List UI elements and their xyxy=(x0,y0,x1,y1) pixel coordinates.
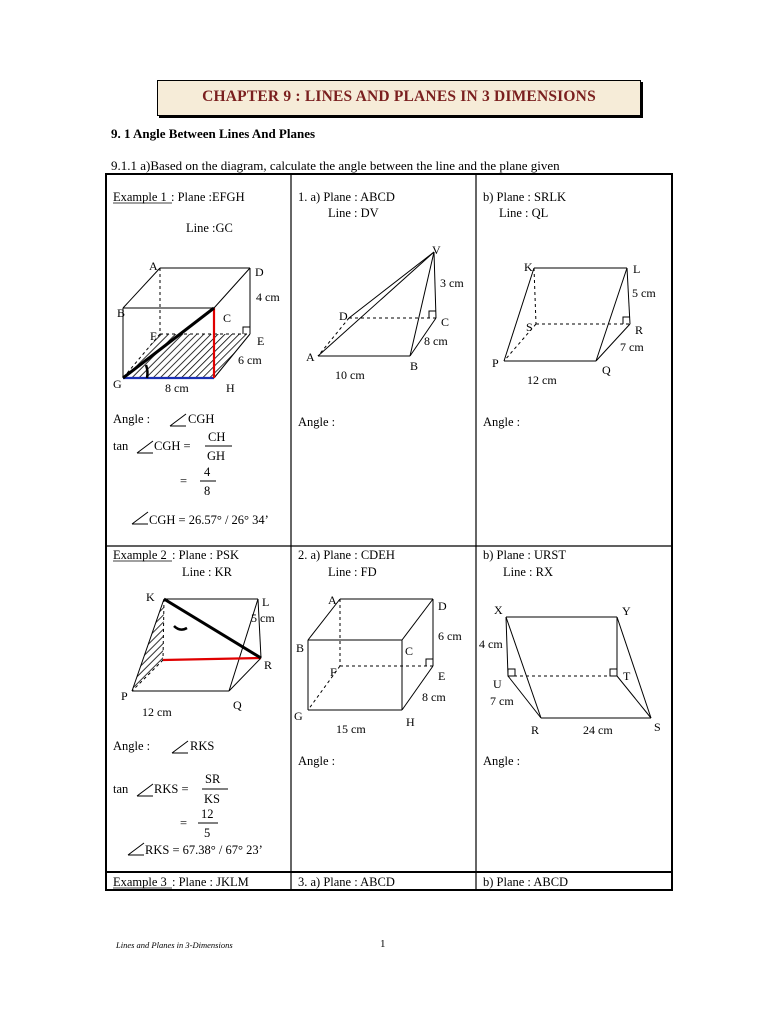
angle-arc xyxy=(146,365,147,378)
vertex-label: E xyxy=(257,334,265,348)
dimension-label: 4 cm xyxy=(479,637,503,651)
question-1a-cell xyxy=(298,190,464,429)
example-1-angle-label: Angle : xyxy=(113,412,151,426)
vertex-label: A xyxy=(328,593,337,607)
dimension-label: 4 cm xyxy=(256,290,280,304)
example-2-result: RKS = 67.38° / 67° 23’ xyxy=(145,843,263,857)
vertex-label: K xyxy=(146,590,155,604)
angle-symbol xyxy=(132,512,148,524)
dimension-label: 10 cm xyxy=(335,368,365,382)
vertex-label: Q xyxy=(602,363,611,377)
vertex-label: R xyxy=(531,723,540,737)
dimension-label: 5 cm xyxy=(632,286,656,300)
fraction-denominator: 5 xyxy=(204,826,211,840)
dimension-label: 5 cm xyxy=(251,611,275,625)
vertex-label: X xyxy=(494,603,503,617)
vertex-label: T xyxy=(623,669,631,683)
vertex-label: H xyxy=(406,715,415,729)
row-3 xyxy=(113,875,568,889)
angle-symbol xyxy=(137,784,153,796)
dimension-label: 7 cm xyxy=(620,340,644,354)
example-1-result: CGH = 26.57° / 26° 34’ xyxy=(149,513,269,527)
question-2a-cell xyxy=(294,548,462,768)
vertex-label: D xyxy=(339,309,348,323)
vertex-label: V xyxy=(432,243,441,257)
vertex-label: A xyxy=(306,350,315,364)
question-text: 9.1.1 a)Based on the diagram, calculate the angle between the line and the plane given xyxy=(111,158,560,173)
vertex-label: D xyxy=(255,265,264,279)
vertex-label: L xyxy=(633,262,641,276)
example-2-angle-label: Angle : xyxy=(113,739,151,753)
vertex-label: S xyxy=(654,720,661,734)
question-3a-plane: 3. a) Plane : ABCD xyxy=(298,875,395,889)
angle-symbol xyxy=(170,414,186,426)
tan-expression: CGH = xyxy=(154,439,191,453)
example-3-plane: : Plane : JKLM xyxy=(172,875,249,889)
vertex-label: B xyxy=(296,641,305,655)
tan-expression: RKS = xyxy=(154,782,189,796)
vertex-label: B xyxy=(410,359,419,373)
vertex-label: C xyxy=(223,311,232,325)
vertex-label: P xyxy=(492,356,499,370)
dimension-label: 7 cm xyxy=(490,694,514,708)
cuboid-diagram-1 xyxy=(113,259,280,395)
fraction-numerator: SR xyxy=(205,772,221,786)
vertex-label: F xyxy=(330,665,337,679)
question-1a-plane: 1. a) Plane : ABCD xyxy=(298,190,395,204)
vertex-label: A xyxy=(149,259,158,273)
section-title: 9. 1 Angle Between Lines And Planes xyxy=(111,126,316,141)
angle-symbol xyxy=(137,441,153,453)
question-1a-line: Line : DV xyxy=(328,206,379,220)
equals-sign: = xyxy=(180,474,188,488)
vertex-label: C xyxy=(405,644,414,658)
vertex-label: E xyxy=(438,669,446,683)
vertex-label: F xyxy=(150,329,157,343)
tan-label: tan xyxy=(113,782,129,796)
footer-title: Lines and Planes in 3-Dimensions xyxy=(116,940,233,950)
dimension-label: 3 cm xyxy=(440,276,464,290)
question-1b-angle: Angle : xyxy=(483,415,521,429)
angle-symbol xyxy=(172,741,188,753)
question-2b-cell xyxy=(479,548,661,768)
line-sr xyxy=(163,658,261,660)
question-2b-angle: Angle : xyxy=(483,754,521,768)
example-1-cell xyxy=(113,190,280,527)
table-grid xyxy=(106,174,672,890)
vertex-label: R xyxy=(635,323,644,337)
example-1-label: Example 1 xyxy=(113,190,167,204)
example-2-plane: : Plane : PSK xyxy=(172,548,240,562)
vertex-label: H xyxy=(226,381,235,395)
prism-diagram-1b xyxy=(504,268,630,361)
fraction-numerator: 12 xyxy=(201,807,214,821)
question-1a-angle: Angle : xyxy=(298,415,336,429)
example-2-angle-name: RKS xyxy=(190,739,215,753)
dimension-label: 8 cm xyxy=(424,334,448,348)
vertex-label: D xyxy=(438,599,447,613)
question-2b-line: Line : RX xyxy=(503,565,553,579)
vertex-label: Y xyxy=(622,604,631,618)
example-2-label: Example 2 xyxy=(113,548,167,562)
example-1-line: Line :GC xyxy=(186,221,233,235)
dimension-label: 8 cm xyxy=(165,381,189,395)
question-2a-line: Line : FD xyxy=(328,565,377,579)
example-1-plane: : Plane :EFGH xyxy=(171,190,245,204)
vertex-label: U xyxy=(493,677,502,691)
dimension-label: 6 cm xyxy=(238,353,262,367)
fraction-denominator: 8 xyxy=(204,484,211,498)
vertex-label: C xyxy=(441,315,450,329)
question-2a-angle: Angle : xyxy=(298,754,336,768)
question-1b-plane: b) Plane : SRLK xyxy=(483,190,566,204)
example-3-label: Example 3 xyxy=(113,875,167,889)
vertex-label: S xyxy=(526,320,533,334)
prism-diagram-2b xyxy=(506,617,651,718)
shaded-plane-efgh xyxy=(123,334,250,378)
question-3b-plane: b) Plane : ABCD xyxy=(483,875,569,889)
fraction-denominator: GH xyxy=(207,449,226,463)
dimension-label: 12 cm xyxy=(142,705,172,719)
vertex-label: Q xyxy=(233,698,242,712)
dimension-label: 24 cm xyxy=(583,723,613,737)
dimension-label: 6 cm xyxy=(438,629,462,643)
chapter-title: CHAPTER 9 : LINES AND PLANES IN 3 DIMENSIONS xyxy=(202,88,596,105)
angle-symbol xyxy=(128,843,144,855)
dimension-label: 15 cm xyxy=(336,722,366,736)
fraction-denominator: KS xyxy=(204,792,220,806)
question-1b-line: Line : QL xyxy=(499,206,549,220)
vertex-label: B xyxy=(117,306,126,320)
vertex-label: K xyxy=(524,260,533,274)
vertex-label: L xyxy=(262,595,270,609)
vertex-label: P xyxy=(121,689,128,703)
pyramid-diagram-1a xyxy=(318,252,436,356)
vertex-label: G xyxy=(294,709,303,723)
equals-sign: = xyxy=(180,816,188,830)
dimension-label: 8 cm xyxy=(422,690,446,704)
fraction-numerator: 4 xyxy=(204,465,211,479)
dimension-label: 12 cm xyxy=(527,373,557,387)
vertex-label: G xyxy=(113,377,122,391)
example-2-line: Line : KR xyxy=(182,565,232,579)
example-2-cell xyxy=(113,548,275,857)
example-1-angle-name: CGH xyxy=(188,412,215,426)
question-2b-plane: b) Plane : URST xyxy=(483,548,566,562)
angle-arc xyxy=(174,626,187,630)
tan-label: tan xyxy=(113,439,129,453)
page-number: 1 xyxy=(380,938,386,950)
fraction-numerator: CH xyxy=(208,430,226,444)
question-1b-cell xyxy=(483,190,656,429)
prism-diagram-ex2 xyxy=(132,599,261,691)
vertex-label: R xyxy=(264,658,273,672)
question-2a-plane: 2. a) Plane : CDEH xyxy=(298,548,395,562)
cuboid-diagram-2a xyxy=(308,599,433,710)
